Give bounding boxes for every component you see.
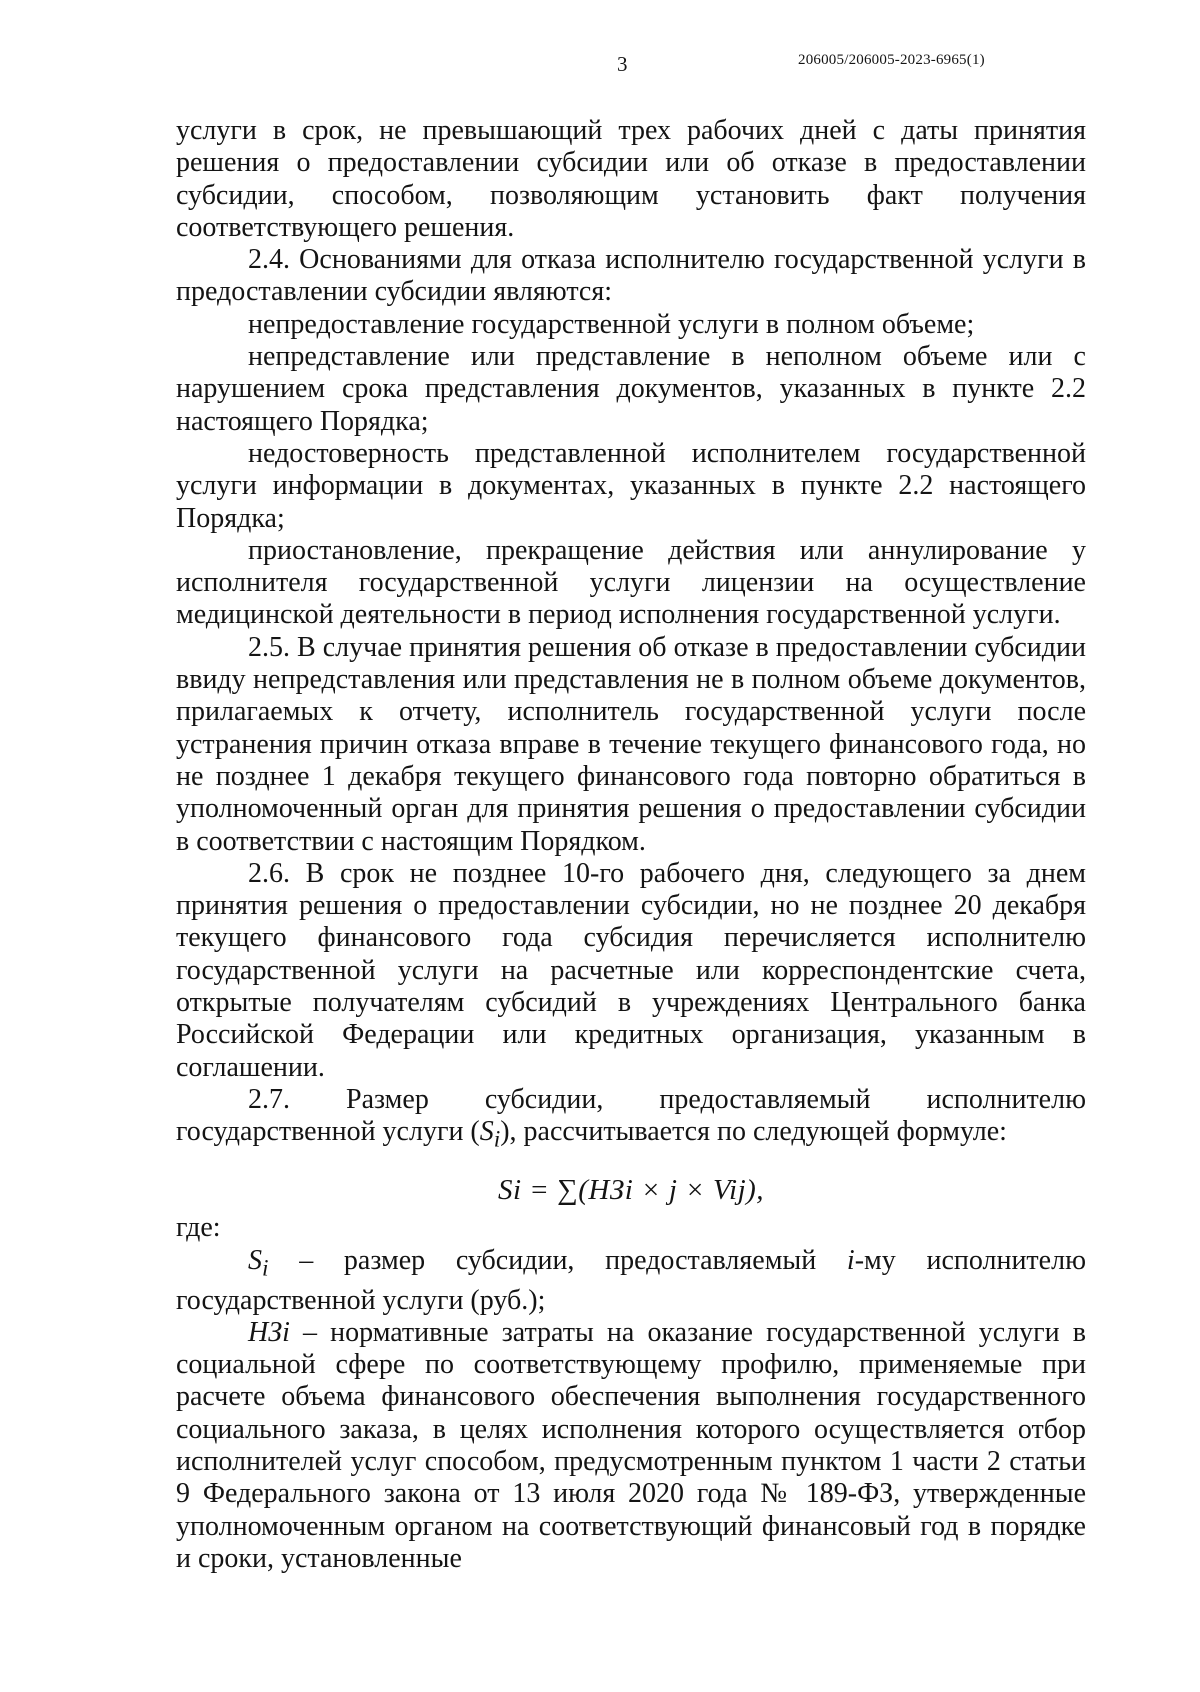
paragraph-2-7 [176,1084,1086,1156]
paragraph-reason-2: непредставление или представление в неполном объеме или с нарушением срока представления документов, указанных в пункте 2.2 настоящего Порядка; [176,341,1086,437]
definition-si [176,1245,1086,1317]
def-si-mid: – размер субсидии, предоставляемый [268,1244,847,1276]
p27-subscript: i [493,1126,501,1153]
paragraph-continuation: услуги в срок, не превышающий трех рабочих дней с даты принятия решения о предоставлении субсидии или об отказе в предоставлении субсидии, способом, позволяющим установить факт получения соответствующего решения. [176,115,1086,243]
def-si-subscript: i [262,1255,269,1282]
where-label: где: [176,1212,221,1244]
page-number: 3 [617,52,628,76]
def-nzi-symbol: НЗi [248,1316,290,1348]
paragraph-2-6: 2.6. В срок не позднее 10-го рабочего дня, следующего за днем принятия решения о предоставлении субсидии, но не позднее 20 декабря текущего финансового года субсидия перечисляется исполнителю государственной услуги на расчетные или корреспондентские счета, открытые получателям субсидий в учреждениях Центрального банка Российской Федерации или кредитных организация, указанным в соглашении. [176,857,1086,1083]
paragraph-2-4: 2.4. Основаниями для отказа исполнителю государственной услуги в предоставлении субсидии являются: [176,244,1086,308]
document-id: 206005/206005-2023-6965(1) [798,52,985,68]
p27-symbol: S [479,1116,494,1148]
paragraph-reason-4: приостановление, прекращение действия или аннулирование у исполнителя государственной услуги лицензии на осуществление медицинской деятельности в период исполнения государственной услуги. [176,534,1086,631]
definition-nzi [176,1317,1086,1575]
paragraph-reason-3: недостоверность представленной исполнителем государственной услуги информации в документах, указанных в пункте 2.2 настоящего Порядка; [176,437,1086,534]
document-body [176,115,1086,1575]
def-si-tail: -му исполнителю государственной услуги (руб.); [176,1244,1086,1316]
def-si-index: i [846,1244,855,1276]
subsidy-formula: Si = ∑(НЗi × j × Vij), [497,1174,765,1207]
p27-tail: ), рассчитывается по следующей формуле: [500,1116,1007,1148]
def-si-symbol: S [248,1244,262,1276]
paragraph-2-5: 2.5. В случае принятия решения об отказе в предоставлении субсидии ввиду непредставления или представления не в полном объеме документов, прилагаемых к отчету, исполнитель государственной услуги после устранения причин отказа вправе в течение текущего финансового года, но не позднее 1 декабря текущего финансового года повторно обратиться в уполномоченный орган для принятия решения о предоставлении субсидии в соответствии с настоящим Порядком. [176,631,1086,857]
p27-lead: 2.7. Размер субсидии, предоставляемый исполнителю государственной услуги ( [176,1083,1086,1148]
def-nzi-text: – нормативные затраты на оказание государственной услуги в социальной сфере по соответствующему профилю, применяемые при расчете объема финансового обеспечения выполнения государственного социального заказа, в целях исполнения которого осуществляется отбор исполнителей услуг способом, предусмотренным пунктом 1 части 2 статьи 9 Федерального закона от 13 июля 2020 года № 189-ФЗ, утвержденные уполномоченным органом на соответствующий финансовый год в порядке и сроки, установленные [176,1316,1086,1574]
paragraph-reason-1: непредоставление государственной услуги в полном объеме; [248,308,975,340]
